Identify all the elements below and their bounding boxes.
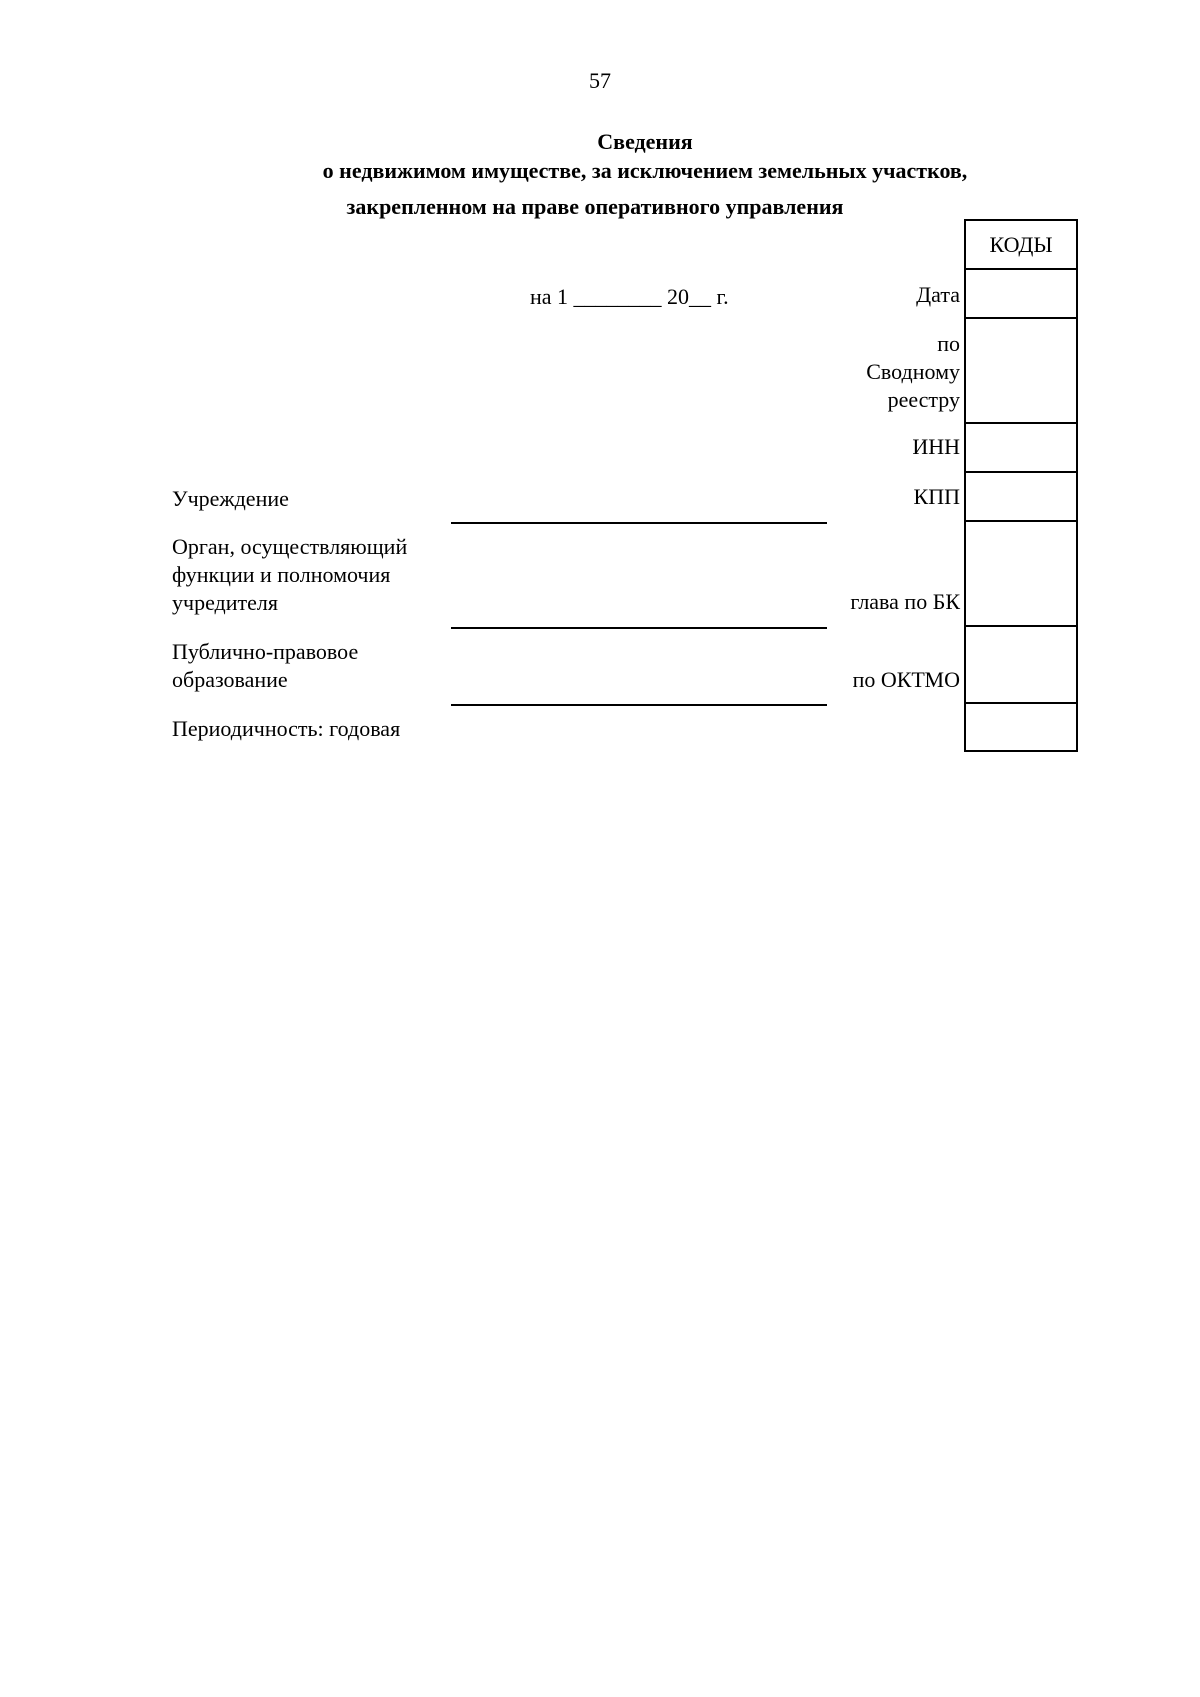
codes-header: КОДЫ <box>964 219 1078 270</box>
label-periodicity: Периодичность: годовая <box>172 716 401 741</box>
public-entity-fill-line[interactable] <box>451 704 827 706</box>
label-date: Дата <box>916 282 960 307</box>
institution-fill-line[interactable] <box>451 522 827 524</box>
label-register-1: по <box>937 331 960 356</box>
code-cell-bk[interactable] <box>964 520 1078 627</box>
document-title: Сведения <box>597 129 693 154</box>
label-register-2: Сводному <box>866 359 960 384</box>
code-cell-date[interactable] <box>964 268 1078 319</box>
code-cell-kpp[interactable] <box>964 471 1078 522</box>
founder-fill-line[interactable] <box>451 627 827 629</box>
label-founder-1: Орган, осуществляющий <box>172 534 408 559</box>
label-institution: Учреждение <box>172 486 289 511</box>
label-inn: ИНН <box>912 434 960 459</box>
label-bk-chapter: глава по БК <box>850 589 960 614</box>
report-date-line: на 1 ________ 20__ г. <box>530 284 729 309</box>
label-public-entity-1: Публично-правовое <box>172 639 359 664</box>
label-oktmo: по ОКТМО <box>852 667 960 692</box>
page-number: 57 <box>589 68 611 93</box>
code-cell-oktmo[interactable] <box>964 625 1078 704</box>
label-founder-2: функции и полномочия <box>172 562 391 587</box>
label-register-3: реестру <box>887 387 960 412</box>
label-public-entity-2: образование <box>172 667 288 692</box>
code-cell-periodicity[interactable] <box>964 702 1078 752</box>
label-kpp: КПП <box>913 484 960 509</box>
document-subtitle-line-2: закрепленном на праве оперативного управления <box>346 194 844 219</box>
document-subtitle-line-1: о недвижимом имуществе, за исключением земельных участков, <box>322 158 968 183</box>
code-cell-register[interactable] <box>964 317 1078 424</box>
label-founder-3: учредителя <box>172 590 278 615</box>
code-cell-inn[interactable] <box>964 422 1078 473</box>
